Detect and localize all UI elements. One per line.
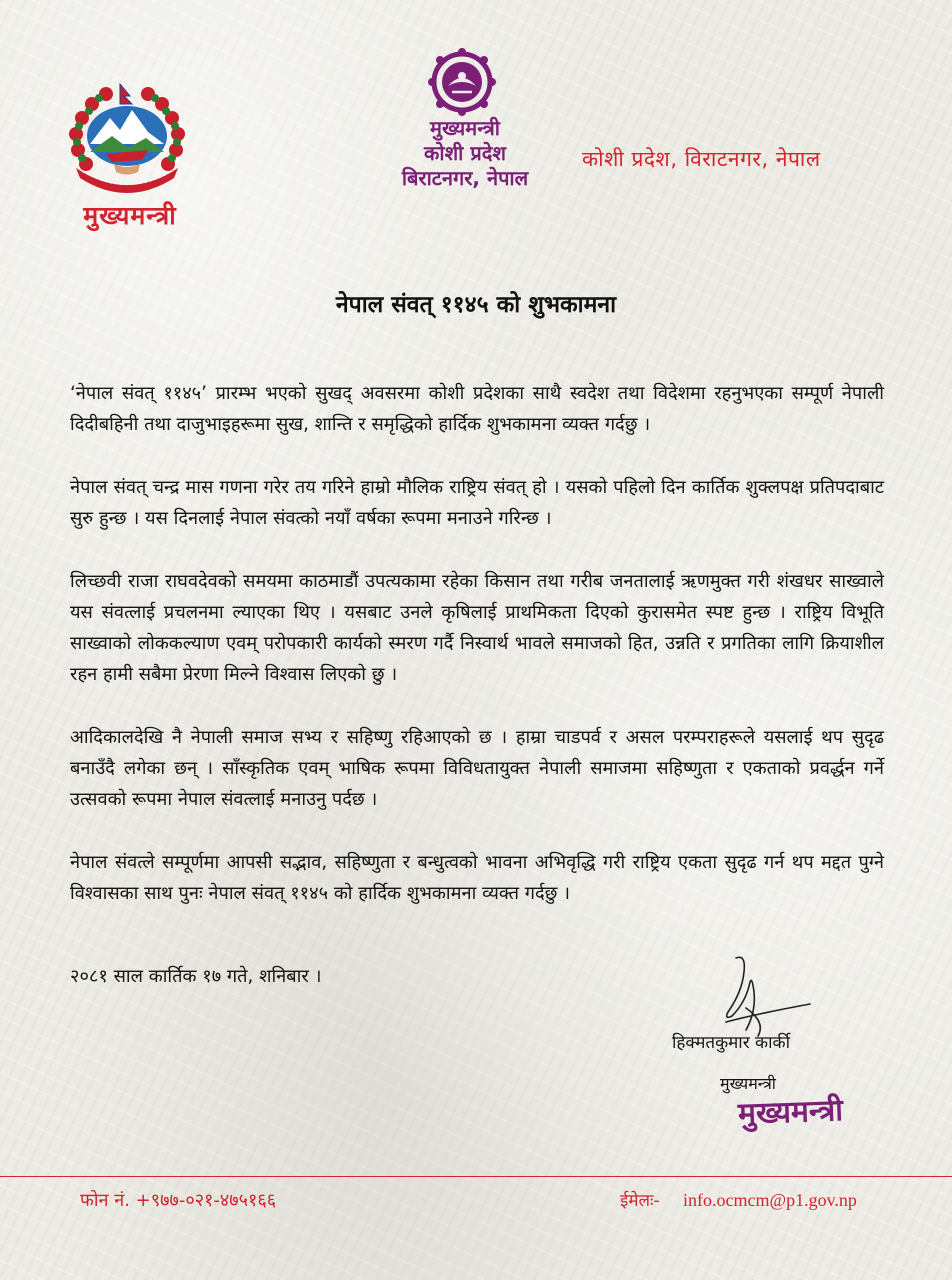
logo-text-block	[370, 116, 560, 191]
footer-email	[620, 1188, 857, 1211]
email-address[interactable]: info.ocmcm@p1.gov.np	[683, 1190, 857, 1210]
logo-line-3: बिराटनगर, नेपाल	[401, 166, 529, 190]
header-address: कोशी प्रदेश, विराटनगर, नेपाल	[582, 147, 821, 171]
letter-title: नेपाल संवत् ११४५ को शुभकामना	[335, 292, 617, 318]
paragraph-2: नेपाल संवत् चन्द्र मास गणना गरेर तय गरिने हाम्रो मौलिक राष्ट्रिय संवत् हो । यसको पहिलो दिन कार्तिक शुक्लपक्ष प्रतिपदाबाट सुरु हुन्छ । यस दिनलाई नेपाल संवत्को नयाँ वर्षका रूपमा मनाउने गरिन्छ ।	[70, 477, 884, 529]
email-label: ईमेलः-	[620, 1191, 660, 1211]
logo-line-1: मुख्यमन्त्री	[430, 116, 500, 140]
signer-title: मुख्यमन्त्री	[720, 1074, 776, 1093]
cm-office-logo-icon	[424, 48, 500, 116]
paragraph-5: नेपाल संवत्ले सम्पूर्णमा आपसी सद्भाव, सहिष्णुता र बन्धुत्वको भावना अभिवृद्धि गरी राष्ट्रिय एकता सुदृढ गर्न थप मद्दत पुग्ने विश्वासका साथ पुनः नेपाल संवत् ११४५ को हार्दिक शुभकामना व्यक्त गर्दछु ।	[70, 852, 884, 904]
paragraph-3: लिच्छवी राजा राघवदेवको समयमा काठमाडौं उपत्यकामा रहेका किसान तथा गरीब जनतालाई ऋणमुक्त गरी शंखधर साख्वाले यस संवत्लाई प्रचलनमा ल्याएका थिए । यसबाट उनले कृषिलाई प्राथमिकता दिएको कुरासमेत स्पष्ट हुन्छ । राष्ट्रिय विभूति साख्वाको लोककल्याण एवम् परोपकारी कार्यको स्मरण गर्दै निस्वार्थ भावले समाजको हित, उन्नति र प्रगतिका लागि क्रियाशील रहन हामी सबैमा प्रेरणा मिल्ने विश्वास लिएको छु ।	[70, 571, 884, 685]
handwritten-signature	[706, 952, 816, 1038]
footer-divider	[0, 1176, 952, 1177]
emblem-caption: मुख्यमन्त्री	[83, 201, 177, 230]
letter-date: २०८१ साल कार्तिक १७ गते, शनिबार ।	[70, 966, 322, 987]
official-stamp: मुख्यमन्त्री	[737, 1093, 844, 1132]
footer-phone: फोन नं. +९७७-०२१-४७५१६६	[80, 1190, 277, 1211]
paragraph-1: ‘नेपाल संवत् ११४५’ प्रारम्भ भएको सुखद् अवसरमा कोशी प्रदेशका साथै स्वदेश तथा विदेशमा रहनुभएका सम्पूर्ण नेपाली दिदीबहिनी तथा दाजुभाइहरूमा सुख, शान्ति र समृद्धिको हार्दिक शुभकामना व्यक्त गर्दछु ।	[70, 383, 884, 435]
nepal-emblem-icon	[62, 78, 192, 196]
logo-line-2: कोशी प्रदेश	[424, 141, 506, 165]
signer-name: हिक्मतकुमार कार्की	[672, 1033, 790, 1053]
paragraph-4: आदिकालदेखि नै नेपाली समाज सभ्य र सहिष्णु रहिआएको छ । हाम्रा चाडपर्व र असल परम्पराहरूले यसलाई थप सुदृढ बनाउँदै लगेका छन् । साँस्कृतिक एवम् भाषिक रूपमा विविधतायुक्त नेपाली समाजमा सहिष्णुता र एकताको प्रवर्द्धन गर्ने उत्सवको रूपमा नेपाल संवत्लाई मनाउनु पर्दछ ।	[70, 727, 884, 810]
letter-body	[70, 378, 884, 941]
